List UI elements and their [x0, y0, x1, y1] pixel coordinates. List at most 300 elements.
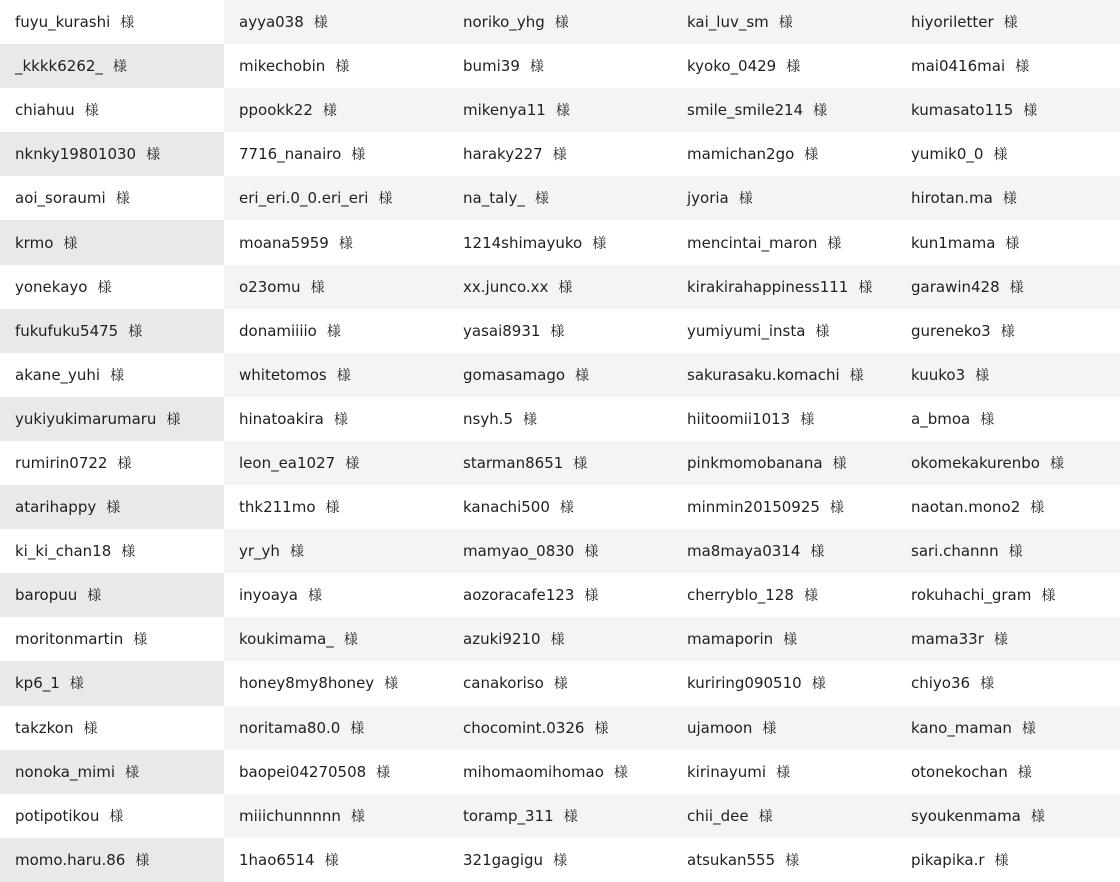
username-cell [0, 794, 224, 838]
username-cell [896, 309, 1120, 353]
username-cell [448, 397, 672, 441]
username-cell [224, 485, 448, 529]
username-text: pikapika.r [911, 850, 985, 869]
honorific-label: 様 [121, 544, 136, 561]
username-text: thk211mo [239, 498, 316, 517]
username-cell [672, 397, 896, 441]
honorific-label: 様 [553, 676, 568, 693]
username-text: krmo [15, 233, 54, 252]
honorific-label: 様 [554, 15, 569, 32]
username-cell [224, 750, 448, 794]
username-cell [448, 706, 672, 750]
username-cell [0, 397, 224, 441]
username-cell [0, 617, 224, 661]
honorific-label: 様 [832, 455, 847, 472]
username-text: aozoracafe123 [463, 586, 575, 605]
honorific-label: 様 [376, 764, 391, 781]
username-cell [0, 529, 224, 573]
honorific-label: 様 [827, 235, 842, 252]
username-text: mamyao_0830 [463, 542, 575, 561]
honorific-label: 様 [166, 411, 181, 428]
username-cell [448, 220, 672, 264]
honorific-label: 様 [776, 764, 791, 781]
username-text: syoukenmama [911, 806, 1021, 825]
honorific-label: 様 [778, 15, 793, 32]
username-text: mikechobin [239, 57, 326, 76]
honorific-label: 様 [613, 764, 628, 781]
username-text: kumasato115 [911, 101, 1014, 120]
username-text: sakurasaku.komachi [687, 365, 840, 384]
username-text: mai0416mai [911, 57, 1006, 76]
username-text: mihomaomihomao [463, 762, 604, 781]
honorific-label: 様 [573, 455, 588, 472]
username-cell [0, 0, 224, 44]
honorific-label: 様 [326, 323, 341, 340]
username-text: hinatoakira [239, 409, 324, 428]
username-cell [448, 88, 672, 132]
username-cell [448, 838, 672, 882]
username-cell [0, 220, 224, 264]
username-text: whitetomos [239, 365, 327, 384]
username-cell [672, 220, 896, 264]
honorific-label: 様 [350, 808, 365, 825]
honorific-label: 様 [1003, 15, 1018, 32]
username-text: kai_luv_sm [687, 13, 769, 32]
username-cell [0, 441, 224, 485]
username-cell [672, 176, 896, 220]
username-cell [0, 309, 224, 353]
honorific-label: 様 [133, 632, 148, 649]
username-cell [448, 661, 672, 705]
username-text: bumi39 [463, 57, 520, 76]
username-cell [448, 265, 672, 309]
username-cell [0, 176, 224, 220]
honorific-label: 様 [993, 632, 1008, 649]
honorific-label: 様 [338, 235, 353, 252]
username-cell [224, 176, 448, 220]
honorific-label: 様 [128, 323, 143, 340]
honorific-label: 様 [351, 147, 366, 164]
honorific-label: 様 [523, 411, 538, 428]
username-cell [896, 661, 1120, 705]
username-cell [224, 529, 448, 573]
username-cell [896, 265, 1120, 309]
username-text: naotan.mono2 [911, 498, 1021, 517]
username-text: minmin20150925 [687, 498, 820, 517]
honorific-label: 様 [534, 191, 549, 208]
username-cell [896, 176, 1120, 220]
username-text: leon_ea1027 [239, 453, 336, 472]
username-text: ayya038 [239, 13, 304, 32]
username-text: takzkon [15, 718, 74, 737]
username-text: yr_yh [239, 542, 280, 561]
username-text: gomasamago [463, 365, 566, 384]
username-text: chocomint.0326 [463, 718, 585, 737]
username-text: noriko_yhg [463, 13, 545, 32]
username-text: nknky19801030 [15, 145, 137, 164]
username-text: mamaporin [687, 630, 774, 649]
honorific-label: 様 [1023, 103, 1038, 120]
honorific-label: 様 [109, 808, 124, 825]
username-text: yumik0_0 [911, 145, 984, 164]
username-text: gureneko3 [911, 321, 991, 340]
honorific-label: 様 [858, 279, 873, 296]
username-text: ma8maya0314 [687, 542, 801, 561]
username-cell [896, 706, 1120, 750]
honorific-label: 様 [1041, 588, 1056, 605]
honorific-label: 様 [738, 191, 753, 208]
username-text: otonekochan [911, 762, 1008, 781]
honorific-label: 様 [1000, 323, 1015, 340]
honorific-label: 様 [313, 15, 328, 32]
username-cell [448, 44, 672, 88]
username-cell [896, 397, 1120, 441]
honorific-label: 様 [575, 367, 590, 384]
honorific-label: 様 [333, 411, 348, 428]
username-cell [0, 44, 224, 88]
honorific-label: 様 [552, 147, 567, 164]
honorific-label: 様 [106, 500, 121, 517]
username-text: kuuko3 [911, 365, 966, 384]
honorific-label: 様 [804, 147, 819, 164]
username-text: donamiiiio [239, 321, 317, 340]
username-cell [0, 573, 224, 617]
username-cell [896, 220, 1120, 264]
username-text: kp6_1 [15, 674, 60, 693]
username-text: baropuu [15, 586, 78, 605]
username-text: aoi_soraumi [15, 189, 106, 208]
username-text: moritonmartin [15, 630, 124, 649]
username-cell [224, 794, 448, 838]
username-text: koukimama_ [239, 630, 334, 649]
honorific-label: 様 [813, 103, 828, 120]
username-cell [448, 0, 672, 44]
username-cell [672, 573, 896, 617]
honorific-label: 様 [146, 147, 161, 164]
honorific-label: 様 [324, 852, 339, 869]
username-text: rumirin0722 [15, 453, 108, 472]
username-text: mikenya11 [463, 101, 546, 120]
honorific-label: 様 [558, 279, 573, 296]
username-cell [896, 617, 1120, 661]
honorific-label: 様 [87, 588, 102, 605]
username-text: xx.junco.xx [463, 277, 549, 296]
username-text: ujamoon [687, 718, 753, 737]
username-text: akane_yuhi [15, 365, 101, 384]
username-cell [224, 220, 448, 264]
username-text: garawin428 [911, 277, 1000, 296]
username-cell [896, 0, 1120, 44]
username-cell [672, 617, 896, 661]
username-text: yasai8931 [463, 321, 541, 340]
username-text: mama33r [911, 630, 984, 649]
username-cell [672, 44, 896, 88]
username-cell [448, 794, 672, 838]
username-text: mencintai_maron [687, 233, 818, 252]
honorific-label: 様 [112, 59, 127, 76]
honorific-label: 様 [555, 103, 570, 120]
username-cell [672, 750, 896, 794]
honorific-label: 様 [829, 500, 844, 517]
username-text: hiitoomii1013 [687, 409, 791, 428]
honorific-label: 様 [550, 323, 565, 340]
username-text: haraky227 [463, 145, 543, 164]
username-cell [672, 0, 896, 44]
username-text: atsukan555 [687, 850, 776, 869]
username-cell [224, 573, 448, 617]
honorific-label: 様 [135, 852, 150, 869]
username-cell [0, 88, 224, 132]
username-cell [896, 88, 1120, 132]
username-cell [224, 88, 448, 132]
username-text: pinkmomobanana [687, 453, 823, 472]
username-text: rokuhachi_gram [911, 586, 1032, 605]
username-cell [672, 706, 896, 750]
username-cell [896, 485, 1120, 529]
honorific-label: 様 [810, 544, 825, 561]
username-text: starman8651 [463, 453, 564, 472]
username-cell [672, 132, 896, 176]
username-cell [672, 441, 896, 485]
honorific-label: 様 [97, 279, 112, 296]
username-cell [448, 176, 672, 220]
username-text: ppookk22 [239, 101, 313, 120]
honorific-label: 様 [83, 720, 98, 737]
honorific-label: 様 [559, 500, 574, 517]
username-cell [896, 353, 1120, 397]
username-cell [896, 573, 1120, 617]
honorific-label: 様 [584, 588, 599, 605]
username-cell [896, 794, 1120, 838]
username-cell [224, 661, 448, 705]
username-text: ki_ki_chan18 [15, 542, 112, 561]
honorific-label: 様 [785, 852, 800, 869]
honorific-label: 様 [384, 676, 399, 693]
honorific-label: 様 [1009, 279, 1024, 296]
username-cell [672, 838, 896, 882]
username-cell [896, 441, 1120, 485]
username-text: momo.haru.86 [15, 850, 126, 869]
username-text: kirinayumi [687, 762, 767, 781]
username-cell [224, 0, 448, 44]
honorific-label: 様 [592, 235, 607, 252]
username-text: kano_maman [911, 718, 1012, 737]
username-text: 321gagigu [463, 850, 544, 869]
honorific-label: 様 [849, 367, 864, 384]
username-text: na_taly_ [463, 189, 525, 208]
username-cell [224, 706, 448, 750]
honorific-label: 様 [345, 455, 360, 472]
honorific-label: 様 [1005, 235, 1020, 252]
honorific-label: 様 [994, 852, 1009, 869]
username-text: atarihappy [15, 498, 97, 517]
username-text: 1214shimayuko [463, 233, 583, 252]
username-cell [448, 573, 672, 617]
username-cell [448, 353, 672, 397]
honorific-label: 様 [1021, 720, 1036, 737]
username-text: 1hao6514 [239, 850, 315, 869]
honorific-label: 様 [529, 59, 544, 76]
username-text: canakoriso [463, 674, 544, 693]
honorific-label: 様 [289, 544, 304, 561]
honorific-label: 様 [63, 235, 78, 252]
honorific-label: 様 [117, 455, 132, 472]
honorific-label: 様 [350, 720, 365, 737]
username-cell [896, 44, 1120, 88]
username-text: kanachi500 [463, 498, 550, 517]
username-cell [896, 838, 1120, 882]
username-text: hiyoriletter [911, 13, 994, 32]
honorific-label: 様 [762, 720, 777, 737]
honorific-label: 様 [308, 588, 322, 605]
username-text: cherryblo_128 [687, 586, 794, 605]
honorific-label: 様 [993, 147, 1008, 164]
username-cell [672, 794, 896, 838]
username-cell [672, 529, 896, 573]
username-cell [896, 750, 1120, 794]
username-text: miiichunnnnn [239, 806, 341, 825]
honorific-label: 様 [335, 59, 350, 76]
honorific-label: 様 [343, 632, 358, 649]
honorific-label: 様 [110, 367, 125, 384]
honorific-label: 様 [325, 500, 340, 517]
honorific-label: 様 [336, 367, 351, 384]
username-text: fukufuku5475 [15, 321, 119, 340]
honorific-label: 様 [550, 632, 565, 649]
honorific-label: 様 [120, 15, 135, 32]
username-cell [0, 706, 224, 750]
honorific-label: 様 [815, 323, 830, 340]
username-text: kirakirahappiness111 [687, 277, 849, 296]
username-text: chii_dee [687, 806, 749, 825]
username-cell [224, 617, 448, 661]
honorific-label: 様 [980, 411, 995, 428]
username-cell [0, 353, 224, 397]
username-cell [0, 265, 224, 309]
honorific-label: 様 [553, 852, 568, 869]
username-text: hirotan.ma [911, 189, 993, 208]
username-cell [448, 485, 672, 529]
honorific-label: 様 [378, 191, 393, 208]
username-text: _kkkk6262_ [15, 57, 103, 76]
username-cell [224, 132, 448, 176]
username-text: nonoka_mimi [15, 762, 116, 781]
username-cell [448, 441, 672, 485]
username-text: inyoaya [239, 586, 298, 605]
honorific-label: 様 [1030, 500, 1045, 517]
honorific-label: 様 [803, 588, 818, 605]
username-text: potipotikou [15, 806, 100, 825]
username-cell [448, 132, 672, 176]
honorific-label: 様 [1049, 455, 1064, 472]
username-cell [672, 485, 896, 529]
username-cell [448, 529, 672, 573]
honorific-label: 様 [1015, 59, 1030, 76]
username-cell [672, 353, 896, 397]
honorific-label: 様 [84, 103, 99, 120]
honorific-label: 様 [758, 808, 773, 825]
username-text: mamichan2go [687, 145, 795, 164]
honorific-label: 様 [980, 676, 995, 693]
username-cell [448, 750, 672, 794]
honorific-label: 様 [1017, 764, 1032, 781]
username-text: jyoria [687, 189, 729, 208]
username-text: yukiyukimarumaru [15, 409, 157, 428]
honorific-label: 様 [69, 676, 84, 693]
username-cell [896, 529, 1120, 573]
honorific-label: 様 [322, 103, 337, 120]
honorific-label: 様 [1008, 544, 1023, 561]
username-cell [224, 397, 448, 441]
username-text: a_bmoa [911, 409, 971, 428]
username-text: honey8my8honey [239, 674, 375, 693]
username-text: sari.channn [911, 542, 999, 561]
username-text: yumiyumi_insta [687, 321, 806, 340]
honorific-label: 様 [310, 279, 325, 296]
username-text: kuriring090510 [687, 674, 802, 693]
username-text: noritama80.0 [239, 718, 341, 737]
honorific-label: 様 [1002, 191, 1017, 208]
username-text: moana5959 [239, 233, 329, 252]
username-text: yonekayo [15, 277, 88, 296]
honorific-label: 様 [594, 720, 609, 737]
username-cell [224, 309, 448, 353]
username-text: fuyu_kurashi [15, 13, 111, 32]
username-cell [0, 661, 224, 705]
username-cell [448, 617, 672, 661]
username-text: okomekakurenbo [911, 453, 1040, 472]
username-text: eri_eri.0_0.eri_eri [239, 189, 369, 208]
honorific-label: 様 [783, 632, 798, 649]
username-cell [672, 309, 896, 353]
honorific-label: 様 [800, 411, 815, 428]
honorific-label: 様 [115, 191, 130, 208]
honorific-label: 様 [975, 367, 990, 384]
username-cell [0, 838, 224, 882]
username-text: nsyh.5 [463, 409, 514, 428]
honorific-label: 様 [1030, 808, 1045, 825]
username-cell [224, 353, 448, 397]
honorific-label: 様 [563, 808, 578, 825]
username-text: baopei04270508 [239, 762, 367, 781]
username-cell [672, 265, 896, 309]
username-cell [224, 44, 448, 88]
username-text: 7716_nanairo [239, 145, 342, 164]
username-cell [896, 132, 1120, 176]
username-cell [224, 265, 448, 309]
username-cell [224, 838, 448, 882]
username-text: smile_smile214 [687, 101, 804, 120]
honorific-label: 様 [786, 59, 801, 76]
username-text: o23omu [239, 277, 301, 296]
username-text: chiyo36 [911, 674, 971, 693]
username-text: kyoko_0429 [687, 57, 777, 76]
username-cell [0, 132, 224, 176]
username-cell [672, 661, 896, 705]
username-text: toramp_311 [463, 806, 554, 825]
username-text: kun1mama [911, 233, 996, 252]
username-text: azuki9210 [463, 630, 541, 649]
username-cell [224, 441, 448, 485]
username-cell [0, 485, 224, 529]
honorific-label: 様 [584, 544, 599, 561]
username-text: chiahuu [15, 101, 75, 120]
username-cell [0, 750, 224, 794]
username-cell [672, 88, 896, 132]
username-cell [448, 309, 672, 353]
honorific-label: 様 [125, 764, 140, 781]
honorific-label: 様 [811, 676, 826, 693]
